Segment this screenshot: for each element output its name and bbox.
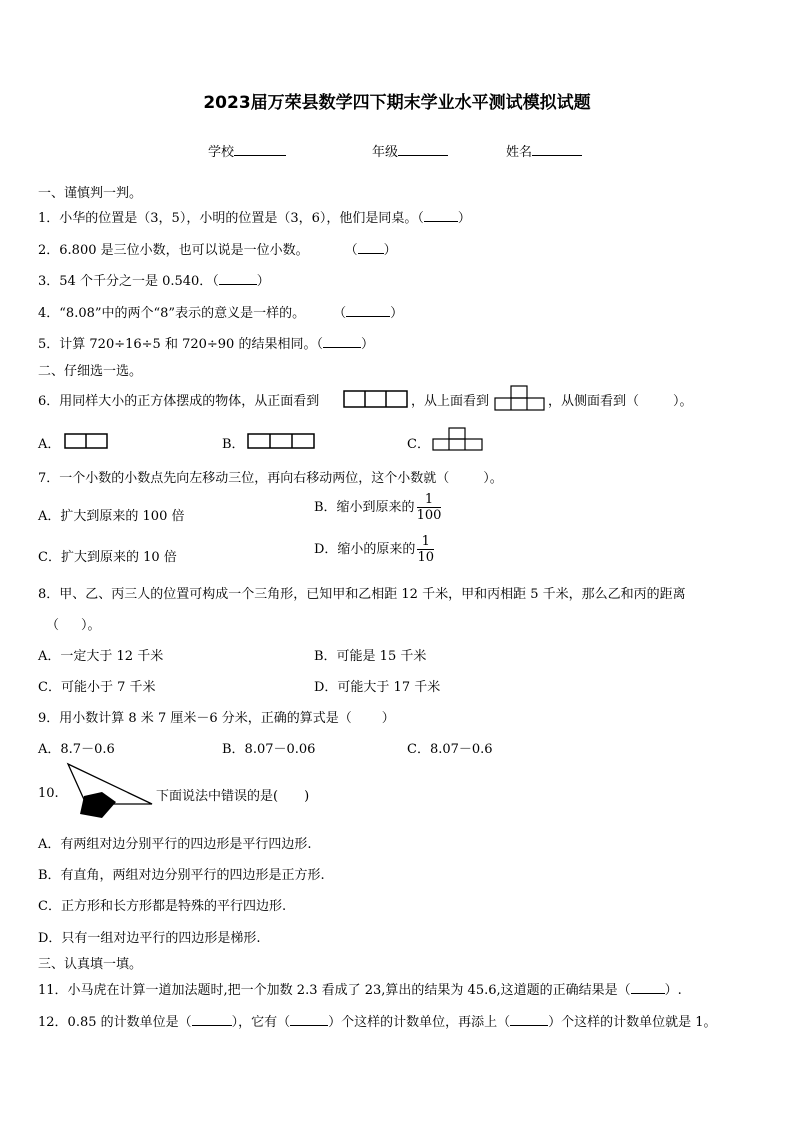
option-10b[interactable]: B．有直角，两组对边分别平行的四边形是正方形. bbox=[38, 868, 325, 883]
answer-blank-11[interactable] bbox=[631, 979, 665, 994]
paren-open: （ bbox=[46, 618, 60, 633]
page-title: 2023届万荣县数学四下期末学业水平测试模拟试题 bbox=[203, 93, 591, 113]
option-7c[interactable]: C．扩大到原来的 10 倍 bbox=[38, 550, 177, 565]
option-6b-label[interactable]: B． bbox=[222, 437, 245, 452]
answer-blank-1[interactable] bbox=[424, 207, 458, 222]
denominator: 10 bbox=[417, 550, 434, 565]
question-12-text-c: ）个这样的计数单位，再添上（ bbox=[328, 1015, 511, 1030]
option-8a[interactable]: A．一定大于 12 千米 bbox=[38, 649, 164, 664]
numerator: 1 bbox=[417, 492, 442, 508]
paren-close: ） bbox=[457, 211, 471, 226]
option-8d[interactable]: D．可能大于 17 千米 bbox=[314, 680, 441, 695]
triangle-quadrilateral-figure bbox=[66, 762, 158, 820]
question-12-text-a: 12．0.85 的计数单位是（ bbox=[38, 1015, 192, 1030]
question-8-line-2 bbox=[46, 614, 101, 633]
denominator: 100 bbox=[416, 508, 442, 523]
paren-close: ）。 bbox=[81, 618, 101, 633]
option-6b-figure[interactable] bbox=[247, 432, 317, 450]
paren-close: ）。 bbox=[673, 394, 693, 409]
paren-close: ） bbox=[390, 306, 404, 321]
answer-blank-12a[interactable] bbox=[192, 1011, 232, 1026]
question-6-text-c: ，从侧面看到（ bbox=[548, 394, 640, 409]
option-9a[interactable]: A．8.7－0.6 bbox=[38, 742, 115, 757]
grade-field bbox=[372, 141, 448, 160]
question-9 bbox=[38, 707, 395, 726]
question-12 bbox=[38, 1011, 717, 1030]
option-6a-figure[interactable] bbox=[64, 432, 110, 450]
option-9b[interactable]: B．8.07－0.06 bbox=[222, 742, 316, 757]
paren-close: ）. bbox=[664, 983, 682, 998]
paren-close: ） bbox=[256, 274, 270, 289]
question-10-number: 10. bbox=[38, 786, 59, 801]
option-6c-label[interactable]: C． bbox=[407, 437, 430, 452]
paren-close: ) bbox=[304, 789, 310, 804]
fraction-1-over-10 bbox=[417, 534, 434, 565]
name-field bbox=[506, 141, 582, 160]
school-blank[interactable] bbox=[234, 141, 286, 156]
front-view-figure bbox=[343, 389, 409, 409]
option-7a[interactable]: A．扩大到原来的 100 倍 bbox=[38, 509, 185, 524]
option-8b[interactable]: B．可能是 15 千米 bbox=[314, 649, 427, 664]
option-7b[interactable] bbox=[314, 492, 441, 523]
answer-blank-5[interactable] bbox=[323, 333, 361, 348]
question-1 bbox=[38, 207, 471, 226]
question-4 bbox=[38, 302, 403, 321]
name-blank[interactable] bbox=[532, 141, 582, 156]
paren-close: ） bbox=[360, 337, 374, 352]
question-3-text: 3．54 个千分之一是 0.540．（ bbox=[38, 274, 219, 289]
question-6-part-b: ，从上面看到 bbox=[411, 394, 490, 409]
option-10c[interactable]: C．正方形和长方形都是特殊的平行四边形. bbox=[38, 899, 287, 914]
paren-close: ） bbox=[383, 243, 397, 258]
question-2 bbox=[38, 239, 397, 258]
top-view-figure bbox=[494, 384, 546, 411]
question-8-line-1: 8．甲、乙、丙三人的位置可构成一个三角形，已知甲和乙相距 12 千米，甲和丙相距 5 千米，那么乙和丙的距离 bbox=[38, 587, 686, 602]
answer-blank-2[interactable] bbox=[358, 239, 384, 254]
question-2-text: 2．6.800 是三位小数，也可以说是一位小数。 bbox=[38, 243, 309, 258]
question-11-text: 11．小马虎在计算一道加法题时,把一个加数 2.3 看成了 23,算出的结果为 45.6,这道题的正确结果是（ bbox=[38, 983, 631, 998]
option-10d[interactable]: D．只有一组对边平行的四边形是梯形. bbox=[38, 931, 261, 946]
question-4-text: 4．“8.08”中的两个“8”表示的意义是一样的。 bbox=[38, 306, 306, 321]
option-6c-figure[interactable] bbox=[432, 426, 484, 452]
section-heading-2: 二、仔细选一选。 bbox=[38, 364, 143, 379]
fraction-1-over-100 bbox=[417, 492, 442, 523]
option-7d-text: D．缩小的原来的 bbox=[314, 542, 416, 557]
paren-open: （ bbox=[344, 243, 358, 258]
option-9c[interactable]: C．8.07－0.6 bbox=[407, 742, 493, 757]
question-10 bbox=[156, 785, 309, 804]
school-field bbox=[208, 141, 286, 160]
question-7-text: 7．一个小数的小数点先向左移动三位，再向右移动两位，这个小数就（ bbox=[38, 471, 450, 486]
question-5 bbox=[38, 333, 374, 352]
question-12-text-b: ），它有（ bbox=[231, 1015, 291, 1030]
answer-blank-3[interactable] bbox=[219, 270, 257, 285]
grade-label: 年级 bbox=[372, 145, 399, 160]
option-7b-text: B．缩小到原来的 bbox=[314, 500, 415, 515]
question-6-part-c bbox=[548, 390, 693, 409]
question-11 bbox=[38, 979, 682, 998]
option-10a[interactable]: A．有两组对边分别平行的四边形是平行四边形. bbox=[38, 837, 312, 852]
paren-close: ）。 bbox=[483, 471, 503, 486]
numerator: 1 bbox=[417, 534, 434, 550]
question-1-text: 1．小华的位置是（3，5），小明的位置是（3，6），他们是同桌。（ bbox=[38, 211, 424, 226]
section-heading-3: 三、认真填一填。 bbox=[38, 957, 143, 972]
grade-blank[interactable] bbox=[398, 141, 448, 156]
school-label: 学校 bbox=[208, 145, 235, 160]
question-10-text: 下面说法中错误的是( bbox=[156, 789, 279, 804]
question-3 bbox=[38, 270, 270, 289]
answer-blank-12c[interactable] bbox=[510, 1011, 548, 1026]
paren-open: （ bbox=[333, 306, 347, 321]
option-8c[interactable]: C．可能小于 7 千米 bbox=[38, 680, 156, 695]
question-7 bbox=[38, 467, 503, 486]
question-9-text: 9．用小数计算 8 米 7 厘米－6 分米，正确的算式是（ bbox=[38, 711, 352, 726]
section-heading-1: 一、谨慎判一判。 bbox=[38, 186, 143, 201]
option-6a-label[interactable]: A． bbox=[38, 437, 61, 452]
question-12-text-d: ）个这样的计数单位就是 1。 bbox=[548, 1015, 717, 1030]
option-7d[interactable] bbox=[314, 534, 434, 565]
answer-blank-12b[interactable] bbox=[290, 1011, 328, 1026]
answer-blank-4[interactable] bbox=[346, 302, 390, 317]
paren-close: ） bbox=[381, 711, 395, 726]
question-5-text: 5．计算 720÷16÷5 和 720÷90 的结果相同。（ bbox=[38, 337, 323, 352]
name-label: 姓名 bbox=[506, 145, 533, 160]
question-6-part-a: 6．用同样大小的正方体摆成的物体，从正面看到 bbox=[38, 394, 320, 409]
